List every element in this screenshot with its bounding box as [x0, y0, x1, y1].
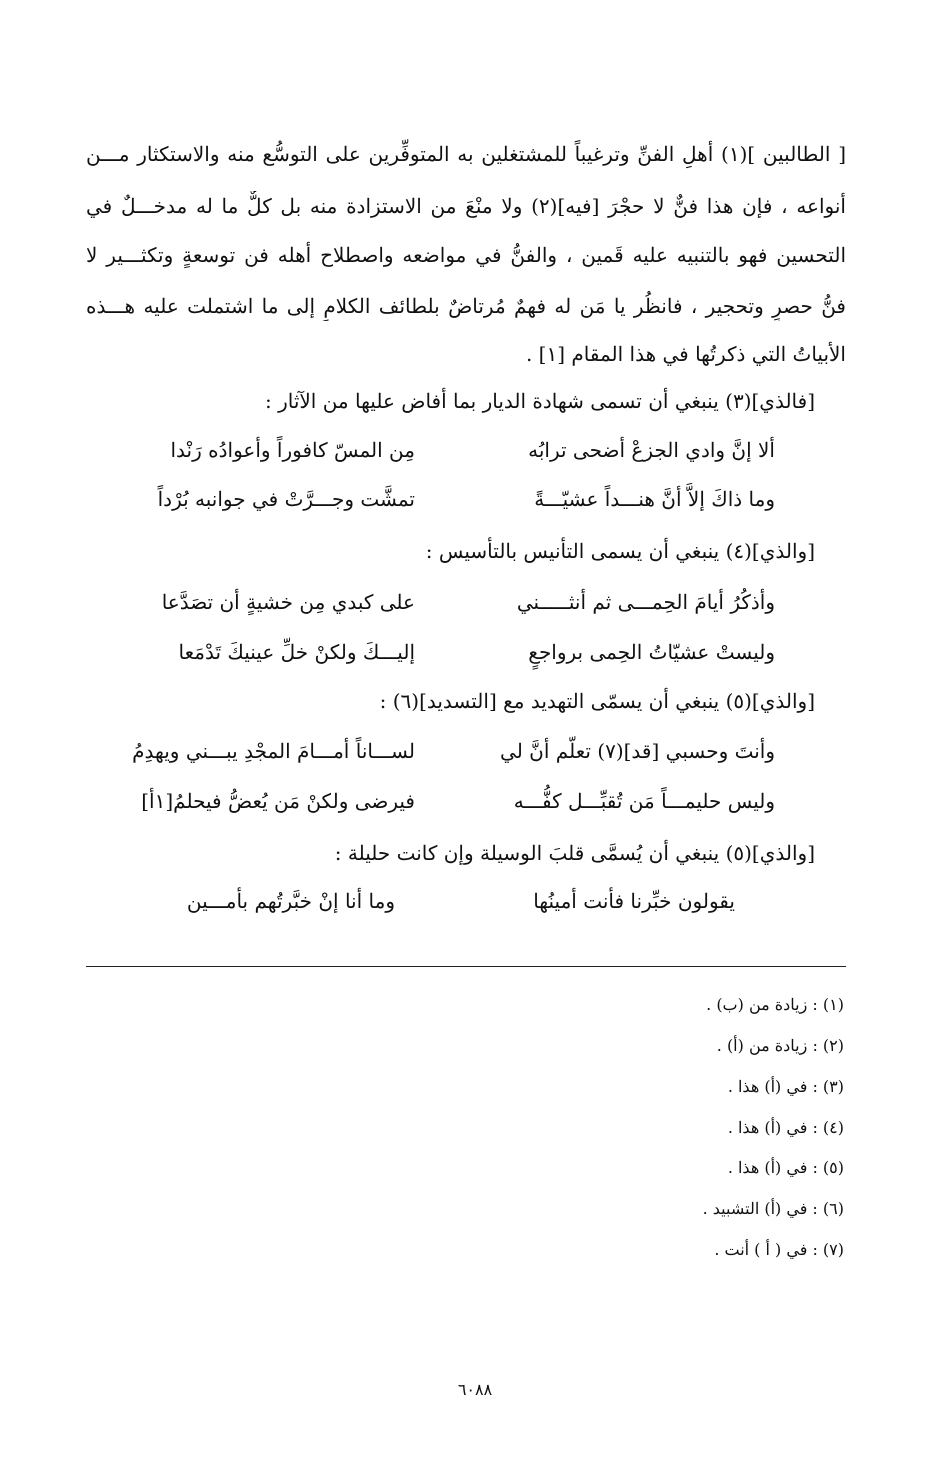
verse-first-hemistich: ألا إنَّ وادي الجزعْ أضحى ترابُه — [528, 438, 775, 462]
paragraph-line: فنُّ حصرٍ وتحجير ، فانظُر يا مَن له فهمٌ مُرتاضٌ بلطائف الكلامِ إلى ما اشتملت عليه هـــذه — [86, 294, 846, 318]
poem-verse — [105, 883, 735, 919]
section-intro: [والذي](٤) ينبغي أن يسمى التأنيس بالتأسيس : — [425, 539, 815, 563]
paragraph-line: التحسين فهو بالتنبيه عليه قَمين ، والفنُّ في مواضعه واصطلاح أهله فن توسعةٍ وتكثـــير لا — [86, 243, 846, 267]
verse-second-hemistich: إليـــكَ ولكنْ خلِّ عينيكَ تَدْمَعا — [178, 640, 415, 664]
poem-verse — [105, 432, 775, 468]
footnote: (٧) : في ( أ ) أنت . — [714, 1240, 844, 1259]
verse-second-hemistich: وما أنا إنْ خبَّرتُهم بأمـــين — [186, 889, 395, 913]
footnote: (٣) : في (أ) هذا . — [727, 1077, 844, 1096]
paragraph-line: أنواعه ، فإن هذا فنٌّ لا حجْرَ [فيه](٢) ولا منْعَ من الاستزادة منه بل كلٌّ ما له مدخـــلٌ في — [86, 194, 846, 218]
footnote: (١) : زيادة من (ب) . — [706, 995, 844, 1014]
page-number: ٦٠٨٨ — [457, 1380, 493, 1399]
footnote: (٢) : زيادة من (أ) . — [716, 1036, 844, 1055]
verse-first-hemistich: وأنتَ وحسبي [قد](٧) تعلّم أنَّ لي — [500, 739, 775, 763]
paragraph-line: [ الطالبين ](١) أهلِ الفنِّ وترغيباً للمشتغلين به المتوفِّرين على التوسُّع منه والاستكثار مـــن — [86, 142, 846, 166]
footnote: (٥) : في (أ) هذا . — [727, 1158, 844, 1177]
poem-verse — [105, 584, 775, 620]
verse-second-hemistich: تمشَّت وجـــرَّتْ في جوانبه بُرْداً — [157, 487, 415, 511]
footnote-separator — [86, 966, 846, 967]
paragraph-line: الأبياتُ التي ذكرتُها في هذا المقام [١] . — [525, 342, 846, 366]
footnote: (٤) : في (أ) هذا . — [727, 1118, 844, 1137]
verse-first-hemistich: وما ذاكَ إلاَّ أنَّ هنـــداً عشيّـــةً — [534, 487, 775, 511]
poem-verse — [105, 783, 775, 819]
verse-second-hemistich: فيرضى ولكنْ مَن يُعضُّ فيحلمُ[١أ] — [141, 789, 415, 813]
poem-verse — [105, 634, 775, 670]
verse-second-hemistich: لســـاناً أمـــامَ المجْدِ يبـــني ويهدِمُ — [132, 739, 415, 763]
verse-second-hemistich: مِن المسّ كافوراً وأعوادُه رَنْدا — [170, 438, 415, 462]
section-intro: [فالذي](٣) ينبغي أن تسمى شهادة الديار بما أفاض عليها من الآثار : — [264, 389, 815, 413]
verse-first-hemistich: وأذكُرُ أيامَ الحِمـــى ثم أنثـــــني — [516, 590, 775, 614]
footnote: (٦) : في (أ) التشبيد . — [702, 1199, 844, 1218]
poem-verse — [105, 481, 775, 517]
section-intro: [والذي](٥) ينبغي أن يسمّى التهديد مع [التسديد](٦) : — [379, 689, 815, 713]
verse-first-hemistich: وليستْ عشيّاتُ الحِمى برواجعٍ — [528, 640, 775, 664]
poem-verse — [105, 733, 775, 769]
verse-first-hemistich: وليس حليمـــاً مَن تُقبِّـــل كفُّـــه — [513, 789, 775, 813]
section-intro: [والذي](٥) ينبغي أن يُسمَّى قلبَ الوسيلة وإن كانت حليلة : — [334, 841, 815, 865]
verse-first-hemistich: يقولون خبِّرنا فأنت أمينُها — [533, 889, 735, 913]
verse-second-hemistich: على كبدي مِن خشيةٍ أن تصَدَّعا — [161, 590, 415, 614]
